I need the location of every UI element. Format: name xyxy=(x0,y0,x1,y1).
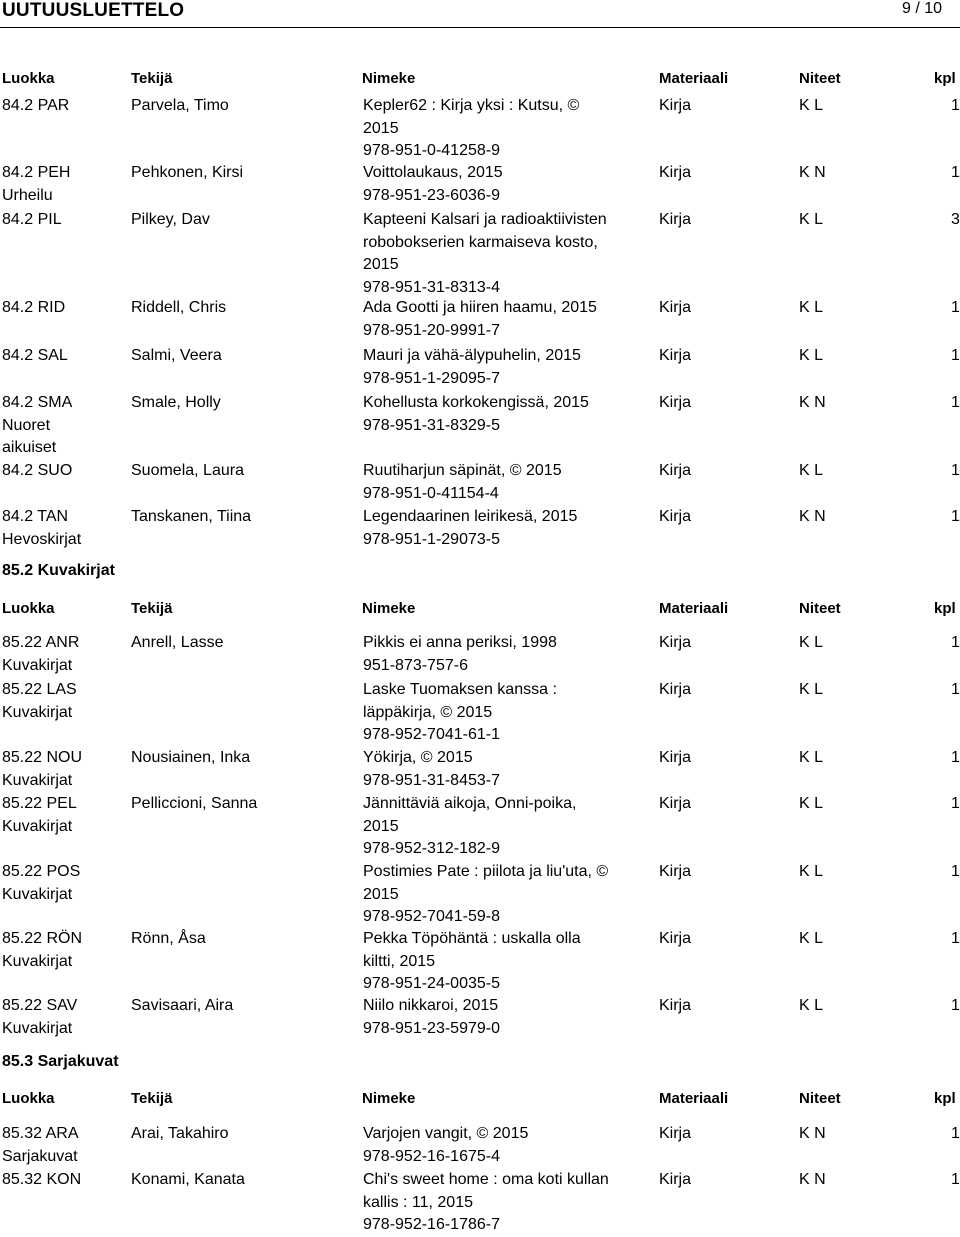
record-class-line: Kuvakirjat xyxy=(2,703,73,721)
record-author: Pehkonen, Kirsi xyxy=(131,164,244,181)
record-class xyxy=(2,995,127,1040)
column-header-nimeke: Nimeke xyxy=(362,70,416,87)
record-title xyxy=(363,679,621,747)
record-title-line: 978-951-31-8329-5 xyxy=(363,416,500,434)
record-author: Riddell, Chris xyxy=(131,299,227,316)
record-material: Kirja xyxy=(659,930,692,947)
record-count: 1 xyxy=(951,1171,960,1188)
record-title xyxy=(363,209,621,299)
record-title-line: kiltti, 2015 xyxy=(363,952,436,970)
header-divider xyxy=(0,27,960,28)
record-class xyxy=(2,162,127,207)
record-count: 1 xyxy=(951,1125,960,1142)
record-class-line: Kuvakirjat xyxy=(2,1019,73,1037)
record-title-line: 2015 xyxy=(363,119,399,137)
record-class-line: 85.32 ARA xyxy=(2,1125,79,1142)
record-title-line: Ruutiharjun säpinät, © 2015 xyxy=(363,462,562,479)
record-author: Rönn, Åsa xyxy=(131,930,206,947)
record-title-line: Postimies Pate : piilota ja liu'uta, © xyxy=(363,863,609,880)
record-copies-location: K L xyxy=(799,997,824,1014)
record-class xyxy=(2,297,127,320)
record-material: Kirja xyxy=(659,97,692,114)
record-author: Nousiainen, Inka xyxy=(131,749,251,766)
record-class-line: 84.2 TAN xyxy=(2,508,69,525)
column-header-luokka: Luokka xyxy=(2,70,55,87)
record-copies-location: K L xyxy=(799,347,824,364)
record-class-line: 85.22 SAV xyxy=(2,997,78,1014)
record-copies-location: K N xyxy=(799,508,826,525)
record-count: 1 xyxy=(951,634,960,651)
record-title-line: Mauri ja vähä-älypuhelin, 2015 xyxy=(363,347,581,364)
record-class-line: 84.2 RID xyxy=(2,299,66,316)
column-header-kpl: kpl xyxy=(934,1090,956,1107)
record-author: Salmi, Veera xyxy=(131,347,222,364)
column-header-niteet: Niteet xyxy=(799,600,841,617)
record-class-line: 85.22 NOU xyxy=(2,749,83,766)
record-material: Kirja xyxy=(659,1125,692,1142)
record-copies-location: K L xyxy=(799,97,824,114)
record-count: 1 xyxy=(951,930,960,947)
record-title-line: 978-951-1-29095-7 xyxy=(363,369,500,387)
record-title xyxy=(363,632,621,677)
column-header-tekija: Tekijä xyxy=(131,70,173,87)
record-title-line: 978-951-24-0035-5 xyxy=(363,975,500,992)
record-class xyxy=(2,506,127,551)
record-class xyxy=(2,928,127,973)
record-title xyxy=(363,95,621,163)
record-copies-location: K N xyxy=(799,394,826,411)
record-class-line: Kuvakirjat xyxy=(2,656,73,674)
record-count: 1 xyxy=(951,997,960,1014)
record-class xyxy=(2,345,127,368)
record-class xyxy=(2,460,127,483)
record-title-line: 2015 xyxy=(363,817,399,835)
column-header-tekija: Tekijä xyxy=(131,600,173,617)
record-author: Pilkey, Dav xyxy=(131,211,210,228)
record-copies-location: K L xyxy=(799,634,824,651)
record-material: Kirja xyxy=(659,634,692,651)
catalog-title: UUTUUSLUETTELO xyxy=(2,0,185,21)
record-copies-location: K L xyxy=(799,299,824,316)
record-class-line: 85.22 RÖN xyxy=(2,930,83,947)
record-class xyxy=(2,95,127,118)
record-count: 1 xyxy=(951,299,960,316)
record-class-line: Nuoret xyxy=(2,416,51,434)
record-class xyxy=(2,747,127,792)
column-header-row xyxy=(0,1090,960,1112)
record-title xyxy=(363,297,621,342)
column-header-materiaali: Materiaali xyxy=(659,70,729,87)
record-class-line: Sarjakuvat xyxy=(2,1147,78,1165)
record-copies-location: K L xyxy=(799,863,824,880)
record-title-line: 951-873-757-6 xyxy=(363,656,468,674)
record-title-line: 2015 xyxy=(363,256,399,273)
record-title-line: 978-952-16-1675-4 xyxy=(363,1147,500,1165)
record-title xyxy=(363,506,621,551)
record-class-line: 85.22 ANR xyxy=(2,634,80,651)
record-class-line: Hevoskirjat xyxy=(2,530,82,548)
record-count: 1 xyxy=(951,863,960,880)
record-author: Tanskanen, Tiina xyxy=(131,508,252,525)
record-title xyxy=(363,460,621,505)
record-class-line: 84.2 PIL xyxy=(2,211,62,228)
record-title-line: 978-951-23-6036-9 xyxy=(363,186,500,204)
record-material: Kirja xyxy=(659,394,692,411)
record-copies-location: K N xyxy=(799,1171,826,1188)
column-header-niteet: Niteet xyxy=(799,70,841,87)
record-title-line: 978-951-0-41154-4 xyxy=(363,484,499,502)
record-material: Kirja xyxy=(659,997,692,1014)
record-copies-location: K L xyxy=(799,795,824,812)
record-count: 1 xyxy=(951,508,960,525)
record-title xyxy=(363,928,621,996)
record-title-line: Niilo nikkaroi, 2015 xyxy=(363,997,499,1014)
record-class-line: 85.22 LAS xyxy=(2,681,77,698)
record-title-line: 978-951-1-29073-5 xyxy=(363,530,500,548)
record-author: Anrell, Lasse xyxy=(131,634,224,651)
record-title-line: Kapteeni Kalsari ja radioaktiivisten xyxy=(363,211,607,228)
record-title-line: 978-951-20-9991-7 xyxy=(363,321,500,339)
record-author: Konami, Kanata xyxy=(131,1171,245,1188)
record-class-line: 84.2 PEH xyxy=(2,164,71,181)
record-count: 1 xyxy=(951,681,960,698)
record-class xyxy=(2,679,127,724)
record-title-line: 978-951-0-41258-9 xyxy=(363,142,500,159)
record-class-line: 85.22 PEL xyxy=(2,795,77,812)
column-header-nimeke: Nimeke xyxy=(362,600,416,617)
record-count: 1 xyxy=(951,462,960,479)
record-title xyxy=(363,345,621,390)
record-author: Savisaari, Aira xyxy=(131,997,234,1014)
page-header xyxy=(0,0,960,30)
column-header-tekija: Tekijä xyxy=(131,1090,173,1107)
record-title xyxy=(363,392,621,437)
record-class xyxy=(2,632,127,677)
record-class xyxy=(2,392,127,460)
record-title-line: robobokserien karmaiseva kosto, xyxy=(363,233,598,251)
record-title-line: Ada Gootti ja hiiren haamu, 2015 xyxy=(363,299,597,316)
record-material: Kirja xyxy=(659,347,692,364)
record-material: Kirja xyxy=(659,462,692,479)
record-material: Kirja xyxy=(659,749,692,766)
record-material: Kirja xyxy=(659,681,692,698)
record-class-line: Kuvakirjat xyxy=(2,771,73,789)
section-title: 85.3 Sarjakuvat xyxy=(2,1053,119,1070)
record-count: 1 xyxy=(951,795,960,812)
record-class xyxy=(2,209,127,232)
record-copies-location: K N xyxy=(799,1125,826,1142)
record-material: Kirja xyxy=(659,795,692,812)
record-class-line: 84.2 SMA xyxy=(2,394,73,411)
record-class-line: aikuiset xyxy=(2,439,57,456)
record-class-line: Kuvakirjat xyxy=(2,817,73,835)
record-class-line: Kuvakirjat xyxy=(2,952,73,970)
record-title-line: läppäkirja, © 2015 xyxy=(363,703,493,721)
record-class xyxy=(2,861,127,906)
record-title-line: 978-952-7041-61-1 xyxy=(363,726,500,743)
record-title-line: Yökirja, © 2015 xyxy=(363,749,473,766)
record-author: Pelliccioni, Sanna xyxy=(131,795,258,812)
record-title xyxy=(363,995,621,1040)
record-copies-location: K L xyxy=(799,462,824,479)
column-header-row xyxy=(0,70,960,92)
column-header-kpl: kpl xyxy=(934,70,956,87)
record-class xyxy=(2,1123,127,1168)
record-copies-location: K L xyxy=(799,749,824,766)
record-title-line: 978-951-23-5979-0 xyxy=(363,1019,500,1037)
record-title-line: Varjojen vangit, © 2015 xyxy=(363,1125,529,1142)
record-title-line: Voittolaukaus, 2015 xyxy=(363,164,503,181)
record-count: 3 xyxy=(951,211,960,228)
record-material: Kirja xyxy=(659,164,692,181)
record-title-line: 978-952-7041-59-8 xyxy=(363,908,500,925)
record-material: Kirja xyxy=(659,211,692,228)
record-class xyxy=(2,793,127,838)
record-title xyxy=(363,747,621,792)
record-title-line: Jännittäviä aikoja, Onni-poika, xyxy=(363,795,577,812)
record-title-line: Chi's sweet home : oma koti kullan xyxy=(363,1171,609,1188)
record-author: Arai, Takahiro xyxy=(131,1125,229,1142)
record-title xyxy=(363,1123,621,1168)
column-header-kpl: kpl xyxy=(934,600,956,617)
record-count: 1 xyxy=(951,347,960,364)
page-number: 9 / 10 xyxy=(901,0,942,17)
record-title-line: 978-951-31-8313-4 xyxy=(363,278,500,296)
record-author: Parvela, Timo xyxy=(131,97,229,114)
record-title-line: kallis : 11, 2015 xyxy=(363,1193,473,1211)
record-class-line: Urheilu xyxy=(2,186,53,204)
record-count: 1 xyxy=(951,749,960,766)
record-class-line: Kuvakirjat xyxy=(2,885,73,903)
column-header-materiaali: Materiaali xyxy=(659,1090,729,1107)
record-title xyxy=(363,1169,621,1237)
record-title-line: 978-951-31-8453-7 xyxy=(363,771,500,789)
record-title-line: Laske Tuomaksen kanssa : xyxy=(363,681,557,698)
record-class xyxy=(2,1169,127,1192)
record-title-line: 978-952-16-1786-7 xyxy=(363,1216,500,1233)
record-title-line: Kepler62 : Kirja yksi : Kutsu, © xyxy=(363,97,580,114)
column-header-niteet: Niteet xyxy=(799,1090,841,1107)
record-class-line: 84.2 PAR xyxy=(2,97,70,114)
record-title-line: Pekka Töpöhäntä : uskalla olla xyxy=(363,930,581,947)
record-count: 1 xyxy=(951,394,960,411)
record-count: 1 xyxy=(951,97,960,114)
record-title-line: 2015 xyxy=(363,885,399,903)
record-material: Kirja xyxy=(659,863,692,880)
column-header-materiaali: Materiaali xyxy=(659,600,729,617)
section-title: 85.2 Kuvakirjat xyxy=(2,562,115,579)
record-title-line: Pikkis ei anna periksi, 1998 xyxy=(363,634,557,651)
column-header-luokka: Luokka xyxy=(2,1090,55,1107)
record-class-line: 84.2 SAL xyxy=(2,347,68,364)
record-author: Suomela, Laura xyxy=(131,462,244,479)
record-count: 1 xyxy=(951,164,960,181)
column-header-nimeke: Nimeke xyxy=(362,1090,416,1107)
record-author: Smale, Holly xyxy=(131,394,221,411)
record-class-line: 85.32 KON xyxy=(2,1171,82,1188)
record-copies-location: K N xyxy=(799,164,826,181)
record-title-line: Kohellusta korkokengissä, 2015 xyxy=(363,394,589,411)
record-title xyxy=(363,162,621,207)
record-title-line: 978-952-312-182-9 xyxy=(363,840,500,857)
record-material: Kirja xyxy=(659,1171,692,1188)
column-header-luokka: Luokka xyxy=(2,600,55,617)
record-copies-location: K L xyxy=(799,681,824,698)
record-copies-location: K L xyxy=(799,211,824,228)
column-header-row xyxy=(0,600,960,622)
record-copies-location: K L xyxy=(799,930,824,947)
record-material: Kirja xyxy=(659,508,692,525)
record-class-line: 85.22 POS xyxy=(2,863,81,880)
record-title xyxy=(363,861,621,929)
record-class-line: 84.2 SUO xyxy=(2,462,73,479)
record-title-line: Legendaarinen leirikesä, 2015 xyxy=(363,508,578,525)
record-title xyxy=(363,793,621,861)
record-material: Kirja xyxy=(659,299,692,316)
